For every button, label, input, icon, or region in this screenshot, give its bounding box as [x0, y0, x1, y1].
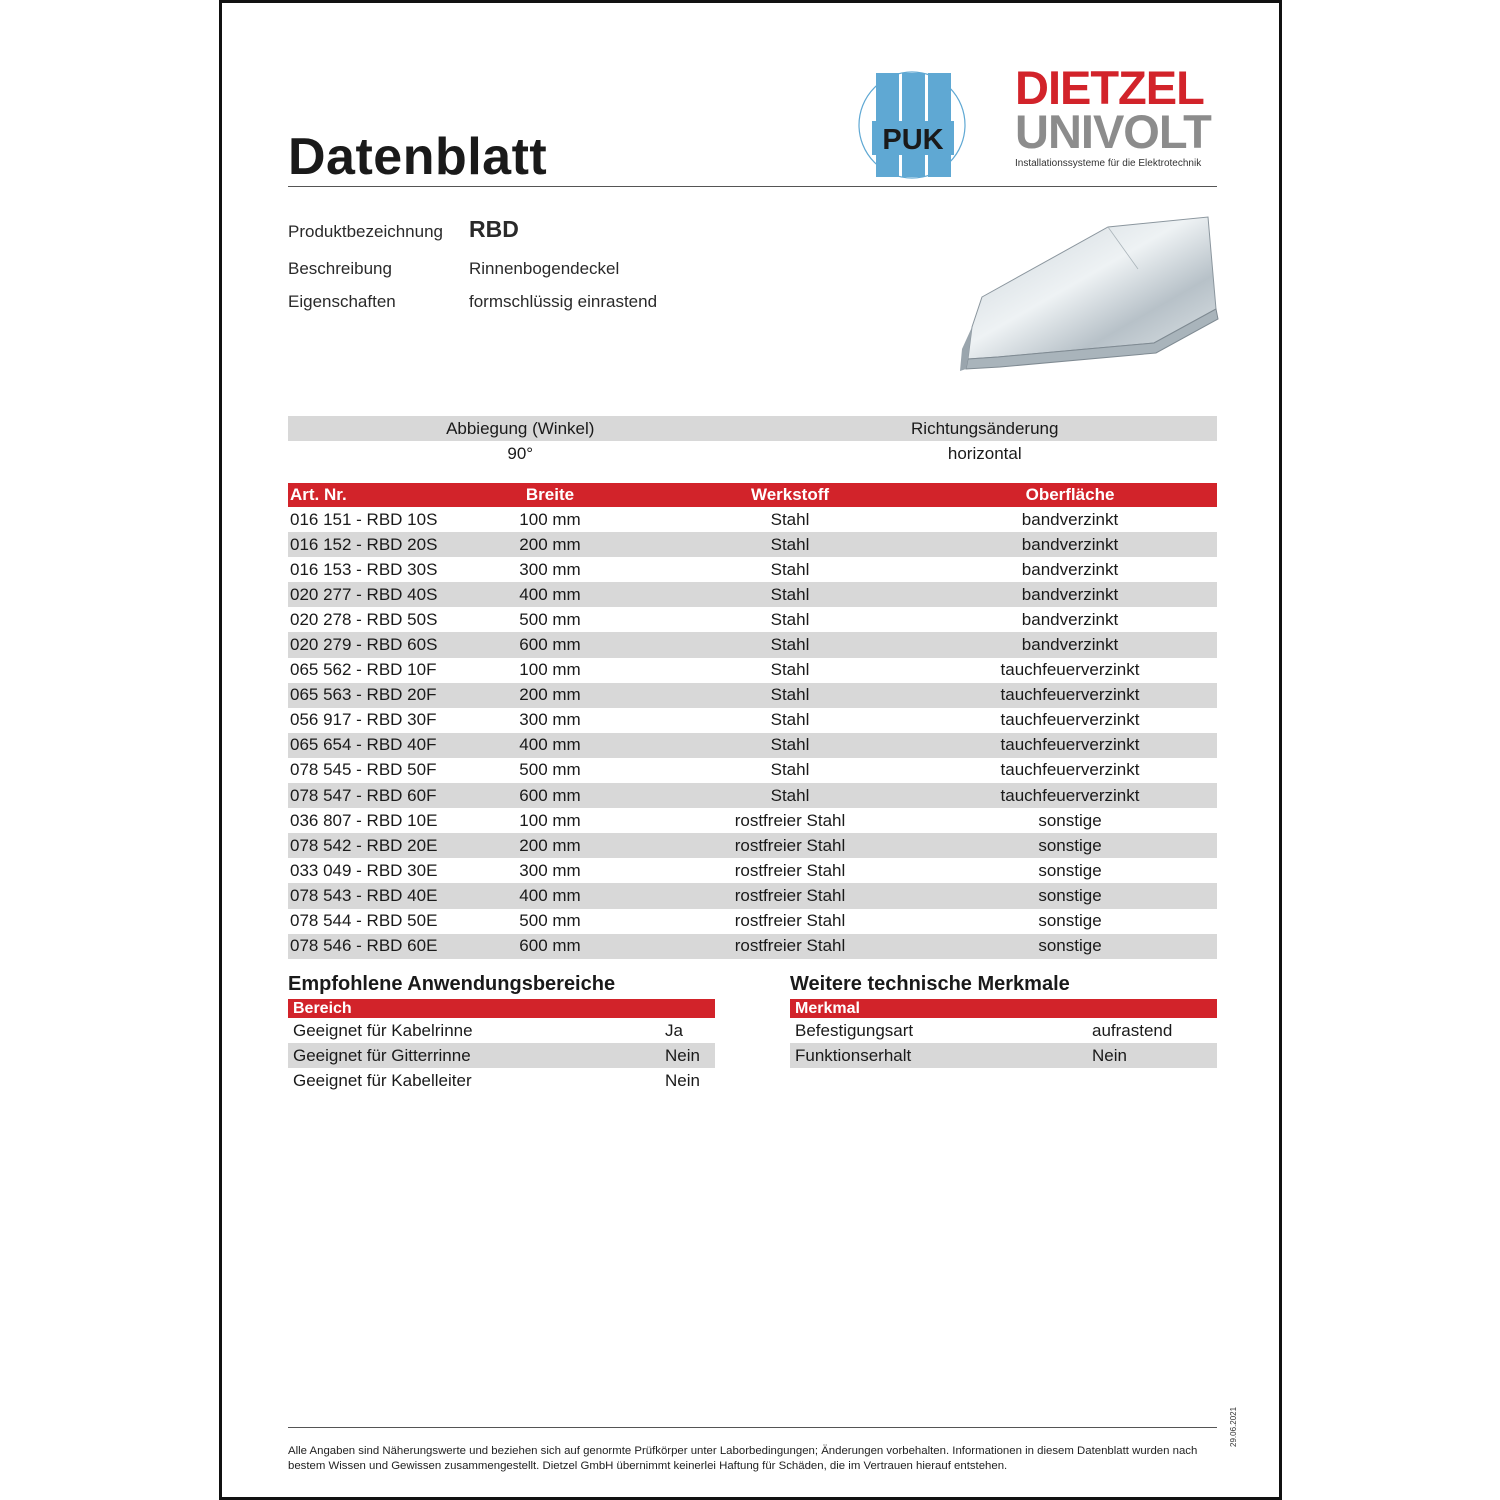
article-number-cell: 016 151 - RBD 10S — [290, 509, 438, 529]
article-number-cell: 056 917 - RBD 30F — [290, 710, 437, 730]
surface-cell: sonstige — [1038, 885, 1102, 905]
applications-value: Ja — [665, 1020, 683, 1040]
features-value: Nein — [1092, 1045, 1127, 1065]
article-number-cell: 078 543 - RBD 40E — [290, 885, 438, 905]
table-row — [288, 632, 1217, 657]
material-cell: Stahl — [770, 584, 810, 604]
width-cell: 100 mm — [519, 810, 581, 830]
product-description-value: Rinnenbogendeckel — [469, 259, 620, 278]
table-row — [288, 557, 1217, 582]
product-description-label: Beschreibung — [288, 259, 392, 278]
univolt-logo-text: UNIVOLT — [1015, 105, 1211, 158]
header-width: Breite — [525, 485, 575, 504]
article-number-cell: 033 049 - RBD 30E — [290, 860, 438, 880]
surface-cell: bandverzinkt — [1021, 609, 1119, 629]
table-row — [288, 909, 1217, 934]
features-label: Funktionserhalt — [795, 1045, 912, 1065]
width-cell: 300 mm — [519, 559, 581, 579]
product-name-value: RBD — [469, 216, 519, 242]
applications-label: Geeignet für Kabelrinne — [293, 1020, 473, 1040]
table-row — [288, 783, 1217, 808]
width-cell: 100 mm — [519, 660, 581, 680]
width-cell: 600 mm — [519, 785, 581, 805]
product-properties-value: formschlüssig einrastend — [469, 292, 658, 311]
material-cell: rostfreier Stahl — [734, 810, 846, 830]
width-cell: 100 mm — [519, 509, 581, 529]
puk-logo — [858, 69, 970, 181]
title-divider — [288, 186, 1217, 187]
angle-table-header — [288, 416, 1217, 441]
list-item — [288, 1068, 715, 1093]
applications-section — [288, 973, 715, 1093]
table-row — [288, 934, 1217, 959]
material-cell: rostfreier Stahl — [734, 911, 846, 931]
header-surface: Oberfläche — [1025, 485, 1115, 504]
footer-divider — [288, 1427, 1217, 1428]
article-table-header — [288, 483, 1217, 507]
material-cell: Stahl — [770, 785, 810, 805]
features-title: Weitere technische Merkmale — [790, 973, 1070, 995]
width-cell: 600 mm — [519, 936, 581, 956]
features-header: Merkmal — [790, 999, 1217, 1018]
article-number-cell: 065 562 - RBD 10F — [290, 660, 437, 680]
table-row — [288, 808, 1217, 833]
surface-cell: tauchfeuerverzinkt — [1000, 685, 1140, 705]
material-cell: Stahl — [770, 735, 810, 755]
list-item — [288, 1018, 715, 1043]
width-cell: 200 mm — [519, 534, 581, 554]
table-row — [288, 532, 1217, 557]
width-cell: 400 mm — [519, 584, 581, 604]
dietzel-logo-text: DIETZEL — [1015, 61, 1204, 114]
width-cell: 400 mm — [519, 735, 581, 755]
material-cell: rostfreier Stahl — [734, 885, 846, 905]
article-number-cell: 016 152 - RBD 20S — [290, 534, 438, 554]
article-number-cell: 078 545 - RBD 50F — [290, 760, 437, 780]
surface-cell: sonstige — [1038, 810, 1102, 830]
width-cell: 300 mm — [519, 710, 581, 730]
table-row — [288, 883, 1217, 908]
surface-cell: bandverzinkt — [1021, 559, 1119, 579]
product-image — [938, 209, 1222, 377]
document-date: 29.06.2021 — [1229, 1406, 1238, 1447]
product-properties-row — [288, 292, 657, 312]
product-description-row — [288, 259, 619, 279]
article-number-cell: 036 807 - RBD 10E — [290, 810, 438, 830]
table-row — [288, 683, 1217, 708]
list-item — [790, 1018, 1217, 1043]
footer-disclaimer: Alle Angaben sind Näherungswerte und beziehen sich auf genormte Prüfkörper unter Laborbedingungen; Änderungen vorbehalten. Informationen in diesem Datenblatt wurden nach bestem Wissen und Gewissen zusammengestellt. Dietzel GmbH übernimmt keinerlei Haftung für Schäden, die im Vertrauen hierauf entstehen. — [288, 1445, 1198, 1472]
material-cell: rostfreier Stahl — [734, 860, 846, 880]
applications-header: Bereich — [288, 999, 715, 1018]
angle-table — [288, 416, 1217, 466]
angle-value: 90° — [507, 443, 534, 463]
article-number-cell: 078 542 - RBD 20E — [290, 835, 438, 855]
article-table-body — [288, 507, 1217, 959]
surface-cell: bandverzinkt — [1021, 584, 1119, 604]
surface-cell: tauchfeuerverzinkt — [1000, 735, 1140, 755]
logo-tagline: Installationssysteme für die Elektrotechnik — [1015, 158, 1202, 169]
article-number-cell: 078 546 - RBD 60E — [290, 936, 438, 956]
table-row — [288, 833, 1217, 858]
width-cell: 600 mm — [519, 635, 581, 655]
width-cell: 500 mm — [519, 911, 581, 931]
width-cell: 500 mm — [519, 609, 581, 629]
features-body — [790, 1018, 1217, 1068]
table-row — [288, 858, 1217, 883]
width-cell: 300 mm — [519, 860, 581, 880]
direction-value: horizontal — [947, 443, 1022, 463]
page-title: Datenblatt — [288, 128, 548, 186]
surface-cell: bandverzinkt — [1021, 509, 1119, 529]
surface-cell: bandverzinkt — [1021, 534, 1119, 554]
puk-logo-text: PUK — [882, 124, 944, 156]
direction-header: Richtungsänderung — [911, 418, 1059, 438]
applications-label: Geeignet für Gitterrinne — [293, 1045, 471, 1065]
table-row — [288, 607, 1217, 632]
width-cell: 400 mm — [519, 885, 581, 905]
features-label: Befestigungsart — [795, 1020, 914, 1040]
width-cell: 200 mm — [519, 685, 581, 705]
table-row — [288, 507, 1217, 532]
header-material: Werkstoff — [750, 485, 830, 504]
applications-title: Empfohlene Anwendungsbereiche — [288, 973, 616, 995]
header-article-number: Art. Nr. — [290, 485, 347, 504]
material-cell: Stahl — [770, 685, 810, 705]
list-item — [288, 1043, 715, 1068]
material-cell: Stahl — [770, 509, 810, 529]
article-number-cell: 078 544 - RBD 50E — [290, 911, 438, 931]
material-cell: Stahl — [770, 559, 810, 579]
material-cell: rostfreier Stahl — [734, 936, 846, 956]
table-row — [288, 758, 1217, 783]
material-cell: Stahl — [770, 635, 810, 655]
table-row — [288, 733, 1217, 758]
applications-body — [288, 1018, 715, 1093]
surface-cell: tauchfeuerverzinkt — [1000, 710, 1140, 730]
material-cell: Stahl — [770, 609, 810, 629]
table-row — [288, 658, 1217, 683]
surface-cell: tauchfeuerverzinkt — [1000, 660, 1140, 680]
product-properties-label: Eigenschaften — [288, 292, 396, 311]
dietzel-univolt-logo — [1015, 61, 1219, 169]
datasheet-page — [219, 0, 1282, 1500]
material-cell: Stahl — [770, 760, 810, 780]
article-number-cell: 016 153 - RBD 30S — [290, 559, 438, 579]
table-row — [288, 582, 1217, 607]
product-name-row — [288, 216, 519, 243]
article-number-cell: 020 278 - RBD 50S — [290, 609, 438, 629]
surface-cell: sonstige — [1038, 911, 1102, 931]
article-number-cell: 078 547 - RBD 60F — [290, 785, 437, 805]
material-cell: Stahl — [770, 660, 810, 680]
article-number-cell: 020 277 - RBD 40S — [290, 584, 438, 604]
article-number-cell: 065 654 - RBD 40F — [290, 735, 437, 755]
surface-cell: sonstige — [1038, 936, 1102, 956]
angle-header: Abbiegung (Winkel) — [446, 418, 595, 438]
material-cell: Stahl — [770, 534, 810, 554]
surface-cell: sonstige — [1038, 835, 1102, 855]
article-number-cell: 020 279 - RBD 60S — [290, 635, 438, 655]
material-cell: Stahl — [770, 710, 810, 730]
applications-value: Nein — [665, 1045, 700, 1065]
surface-cell: sonstige — [1038, 860, 1102, 880]
features-section — [790, 973, 1217, 1068]
surface-cell: tauchfeuerverzinkt — [1000, 785, 1140, 805]
applications-label: Geeignet für Kabelleiter — [293, 1070, 472, 1090]
width-cell: 500 mm — [519, 760, 581, 780]
angle-table-values — [288, 441, 1217, 466]
applications-value: Nein — [665, 1070, 700, 1090]
material-cell: rostfreier Stahl — [734, 835, 846, 855]
width-cell: 200 mm — [519, 835, 581, 855]
article-number-cell: 065 563 - RBD 20F — [290, 685, 437, 705]
list-item — [790, 1043, 1217, 1068]
table-row — [288, 708, 1217, 733]
surface-cell: bandverzinkt — [1021, 635, 1119, 655]
surface-cell: tauchfeuerverzinkt — [1000, 760, 1140, 780]
article-table — [288, 483, 1217, 959]
product-name-label: Produktbezeichnung — [288, 222, 444, 241]
features-value: aufrastend — [1092, 1020, 1173, 1040]
